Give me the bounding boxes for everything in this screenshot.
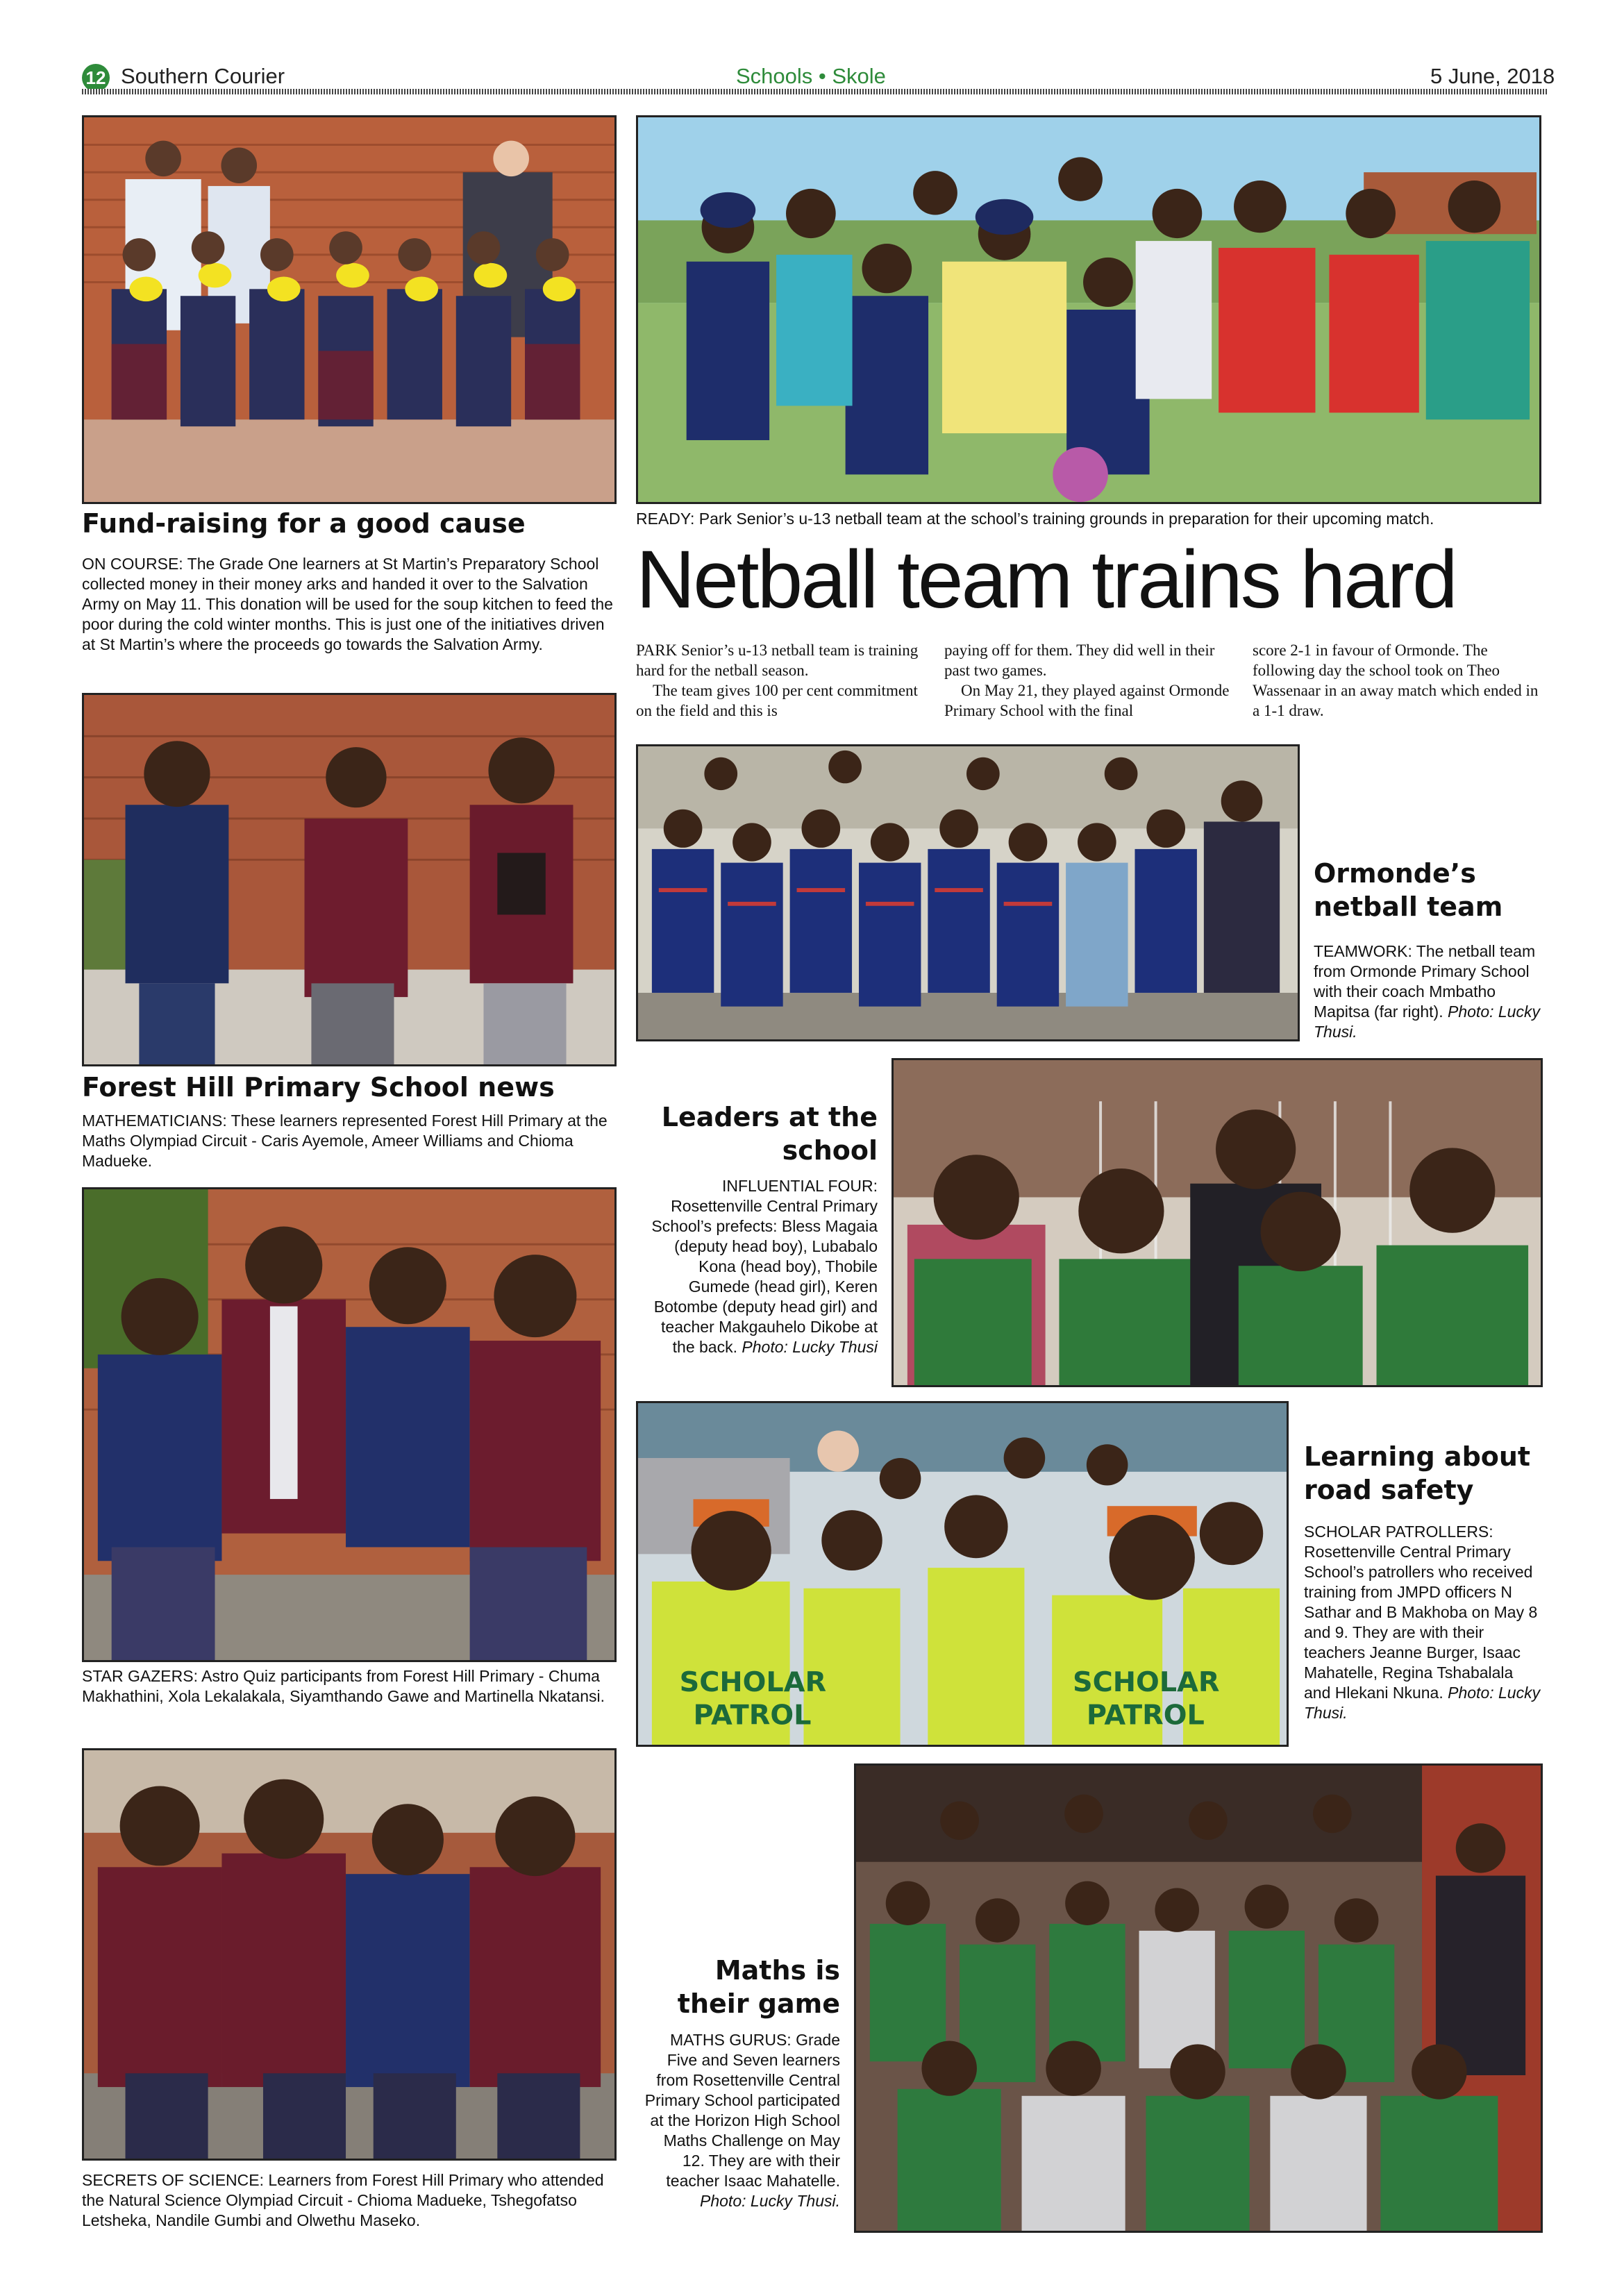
maths-headline-line2: their game [677,1988,840,2019]
page-number-badge [82,64,110,92]
star-gazers-caption: STAR GAZERS: Astro Quiz participants from Forest Hill Primary - Chuma Makhathini, Xola Lekalakala, Siyamthando Gawe and Martinella Nkatansi. [82,1667,605,1705]
netball-body-col3: score 2-1 in favour of Ormonde. The following day the school took on Theo Wassenaar in an away match which ended in a 1-1 draw. [1253,642,1539,719]
leaders-caption [646,1176,878,1357]
ormonde-headline-line1: Ormonde’s [1314,858,1476,889]
photo-netball-team [636,115,1541,504]
leaders-photo-credit: Photo: Lucky Thusi [742,1338,878,1356]
photo-secrets-of-science [82,1748,617,2161]
leaders-headline-line1: Leaders at the [661,1102,878,1132]
leaders-headline [636,1100,878,1167]
maths-caption [639,2030,840,2211]
section-name: Schools • Skole [736,64,886,88]
publication-name: Southern Courier [121,64,285,88]
photo-star-gazers [82,1187,617,1662]
fundraising-headline: Fund-raising for a good cause [82,508,526,539]
fundraising-caption: ON COURSE: The Grade One learners at St Martin’s Preparatory School collected money in their money arks and handed it over to the Salvation Army on May 11. This donation will be used for the soup kitchen to feed the poor during the cold winter months. This is just one of the initiatives driven at St Martin’s where the proceeds go towards the Salvation Army. [82,555,613,653]
ormonde-headline [1314,857,1550,923]
leaders-headline-line2: school [782,1135,878,1166]
photo-ormonde-team [636,744,1300,1041]
photo-road-safety [636,1401,1289,1747]
netball-col2-para2: On May 21, they played against Ormonde Primary School with the final [944,682,1230,719]
vest-text-2: PATROL [693,1699,812,1732]
netball-headline: Netball team trains hard [636,534,1456,626]
vest-text-4: PATROL [1086,1699,1205,1732]
leaders-caption-text: INFLUENTIAL FOUR: Rosettenville Central Primary School’s prefects: Bless Magaia (deputy head boy), Lubabalo Kona (head boy), Thobile Gumede (head girl), Keren Botombe (deputy head girl) and teacher Makgauhelo Dikobe at the back. [651,1177,878,1356]
netball-col1-para1: PARK Senior’s u-13 netball team is training hard for the netball season. [636,642,919,679]
maths-headline [636,1954,840,2020]
road-safety-headline-line1: Learning about [1304,1441,1531,1472]
road-safety-headline-line2: road safety [1304,1475,1474,1505]
netball-photo-caption: READY: Park Senior’s u-13 netball team at the school’s training grounds in preparation for their upcoming match. [636,510,1434,528]
secrets-of-science-caption: SECRETS OF SCIENCE: Learners from Forest Hill Primary who attended the Natural Science Olympiad Circuit - Chioma Madueke, Tshegofatso Letsheka, Nandile Gumbi and Olwethu Maseko. [82,2171,604,2229]
forest-hill-headline: Forest Hill Primary School news [82,1072,555,1103]
road-safety-caption-text: SCHOLAR PATROLLERS: Rosettenville Central Primary School’s patrollers who received training from JMPD officers N Sathar and B Makhoba on May 8 and 9. They are with their teachers Jeanne Burger, Isaac Mahatelle, Regina Tshabalala and Hlekani Nkuna. [1304,1523,1538,1702]
vest-text-3: SCHOLAR [1072,1666,1220,1698]
photo-fundraising [82,115,617,504]
ormonde-headline-line2: netball team [1314,891,1503,922]
netball-body-col2 [944,640,1236,721]
road-safety-caption [1304,1522,1541,1723]
netball-col2-para1: paying off for them. They did well in their past two games. [944,642,1215,679]
netball-col1-para2: The team gives 100 per cent commitment on the field and this is [636,682,918,719]
ormonde-caption-text: TEAMWORK: The netball team from Ormonde Primary School with their coach Mmbatho Mapitsa (far right). [1314,942,1536,1021]
road-safety-headline [1304,1440,1547,1507]
ormonde-photo-credit: Photo: Lucky Thusi. [1314,1003,1540,1041]
photo-forest-hill-maths [82,693,617,1066]
photo-leaders [891,1058,1543,1387]
maths-headline-line1: Maths is [714,1955,840,1986]
maths-caption-text: MATHS GURUS: Grade Five and Seven learners from Rosettenville Central Primary School participated at the Horizon High School Maths Challenge on May 12. They are with their teacher Isaac Mahatelle. [644,2031,840,2190]
vest-text-1: SCHOLAR [679,1666,827,1698]
photo-maths-gurus [854,1763,1543,2233]
ormonde-caption [1314,941,1543,1042]
forest-hill-caption: MATHEMATICIANS: These learners represented Forest Hill Primary at the Maths Olympiad Circuit - Caris Ayemole, Ameer Williams and Chioma Madueke. [82,1112,608,1170]
road-safety-photo-credit: Photo: Lucky Thusi. [1304,1684,1541,1722]
header-rule [82,89,1548,94]
page-number: 12 [85,67,106,88]
netball-body-col1 [636,640,928,721]
issue-date: 5 June, 2018 [1430,64,1555,88]
maths-photo-credit: Photo: Lucky Thusi. [700,2192,840,2210]
